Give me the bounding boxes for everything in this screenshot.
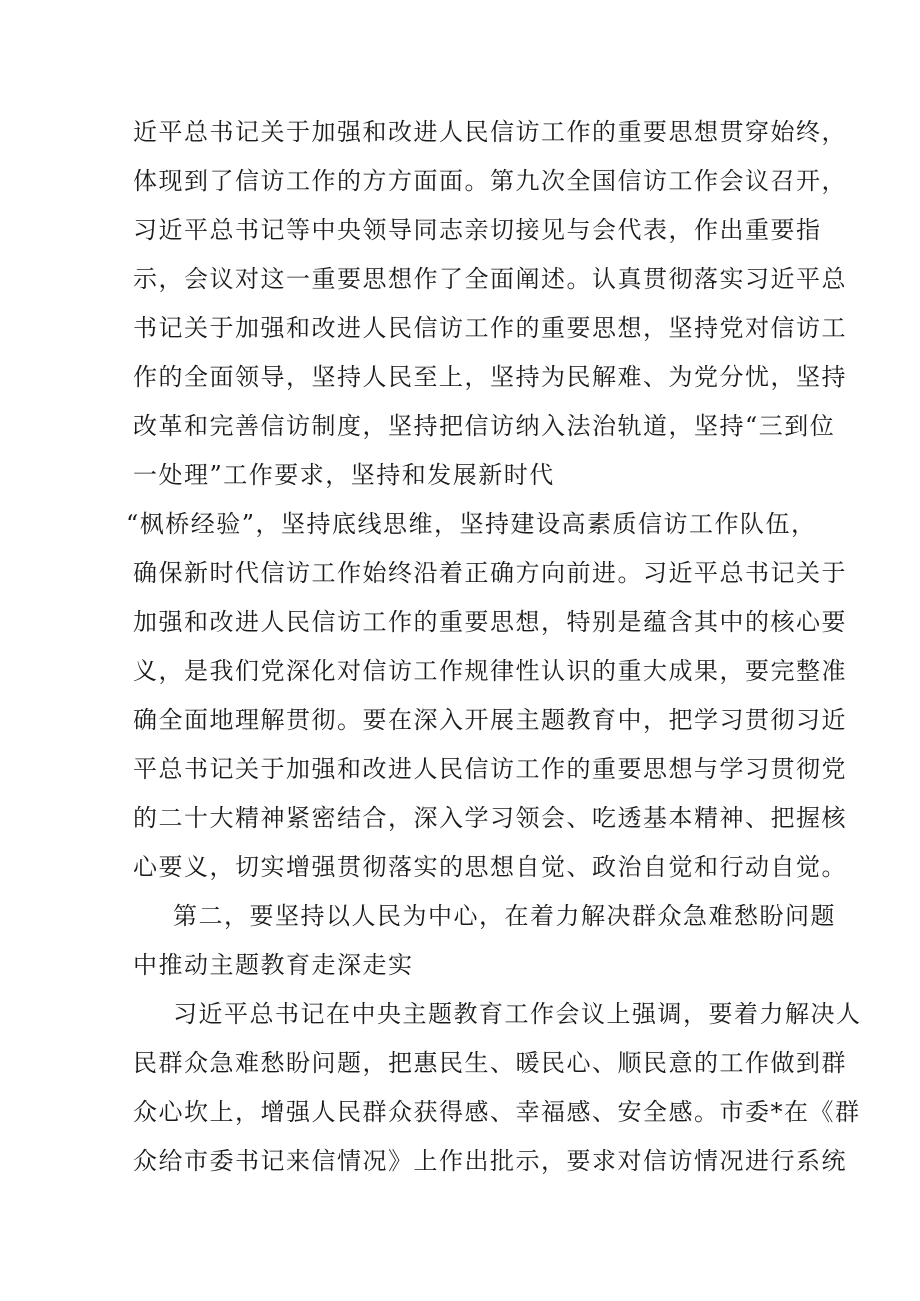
text-line: 习近平总书记等中央领导同志亲切接见与会代表，作出重要指: [133, 216, 822, 244]
text-line: 确保新时代信访工作始终沿着正确方向前进。习近平总书记关于: [133, 559, 847, 587]
section-heading-continued: 中推动主题教育走深走实: [133, 951, 414, 979]
text-line: 民群众急难愁盼问题，把惠民生、暖民心、顺民意的工作做到群: [133, 1049, 847, 1077]
text-line: 心要义，切实增强贯彻落实的思想自觉、政治自觉和行动自觉。: [133, 853, 847, 881]
text-line: 的二十大精神紧密结合，深入学习领会、吃透基本精神、把握核: [133, 804, 847, 832]
text-line: 一处理”工作要求，坚持和发展新时代: [133, 461, 555, 489]
text-line: 确全面地理解贯彻。要在深入开展主题教育中，把学习贯彻习近: [133, 706, 847, 734]
text-line: 近平总书记关于加强和改进人民信访工作的重要思想贯穿始终，: [133, 118, 847, 146]
text-line: 作的全面领导，坚持人民至上，坚持为民解难、为党分忧，坚持: [133, 363, 847, 391]
section-heading: 第二，要坚持以人民为中心，在着力解决群众急难愁盼问题: [173, 902, 836, 930]
paragraph-start: 习近平总书记在中央主题教育工作会议上强调，要着力解决人: [173, 1000, 862, 1028]
text-line: “枫桥经验”，坚持底线思维，坚持建设高素质信访工作队伍，: [126, 510, 817, 538]
text-line: 改革和完善信访制度，坚持把信访纳入法治轨道，坚持“三到位: [133, 412, 836, 440]
text-line: 体现到了信访工作的方方面面。第九次全国信访工作会议召开，: [133, 167, 847, 195]
text-line: 示，会议对这一重要思想作了全面阐述。认真贯彻落实习近平总: [133, 265, 847, 293]
text-line: 义，是我们党深化对信访工作规律性认识的重大成果，要完整准: [133, 657, 847, 685]
text-line: 书记关于加强和改进人民信访工作的重要思想，坚持党对信访工: [133, 314, 847, 342]
text-line: 众给市委书记来信情况》上作出批示，要求对信访情况进行系统: [133, 1147, 847, 1175]
text-line: 加强和改进人民信访工作的重要思想，特别是蕴含其中的核心要: [133, 608, 847, 636]
text-line: 众心坎上，增强人民群众获得感、幸福感、安全感。市委*在《群: [133, 1098, 861, 1126]
text-line: 平总书记关于加强和改进人民信访工作的重要思想与学习贯彻党: [133, 755, 847, 783]
